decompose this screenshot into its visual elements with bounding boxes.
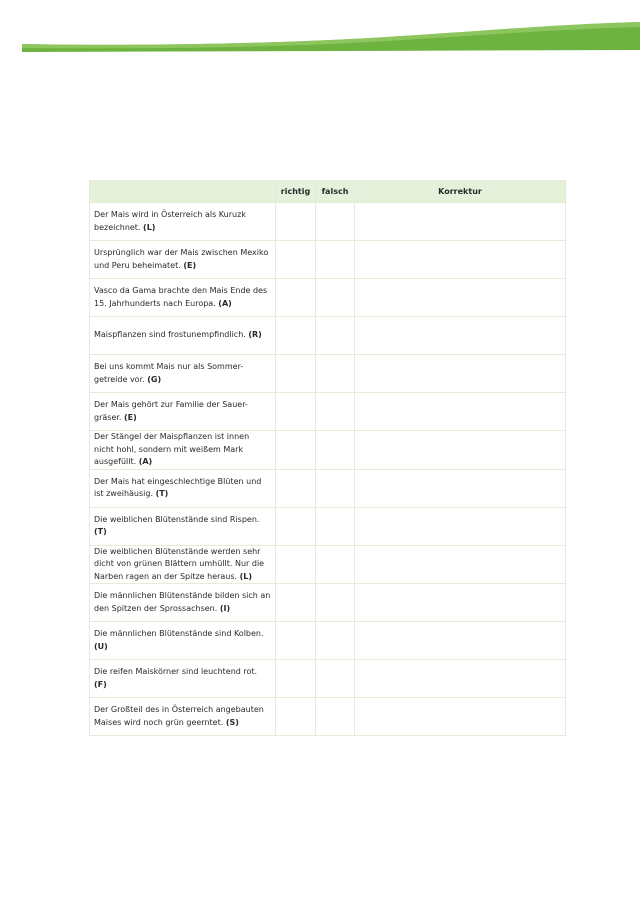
statement-cell <box>90 355 276 393</box>
table-header-row <box>90 181 566 203</box>
answer-code: (E) <box>183 260 197 270</box>
richtig-cell[interactable] <box>276 622 316 660</box>
answer-code: (I) <box>219 603 231 613</box>
richtig-cell[interactable] <box>276 241 316 279</box>
answer-code: (T) <box>155 489 169 498</box>
table-row <box>90 507 566 545</box>
header-korrektur: Korrektur <box>355 181 566 203</box>
korrektur-cell[interactable] <box>355 545 566 584</box>
korrektur-cell[interactable] <box>355 279 566 317</box>
table-row <box>90 355 566 393</box>
table-row <box>90 241 566 279</box>
answer-code: (E) <box>124 412 137 422</box>
richtig-cell[interactable] <box>276 355 316 393</box>
richtig-cell[interactable] <box>276 203 316 241</box>
answer-code: (A) <box>138 457 153 466</box>
korrektur-cell[interactable] <box>355 355 566 393</box>
answer-code: (L) <box>239 571 253 581</box>
falsch-cell[interactable] <box>316 545 355 584</box>
answer-code: (A) <box>218 298 232 308</box>
statement-cell <box>90 317 276 355</box>
header-falsch: falsch <box>316 181 355 203</box>
korrektur-cell[interactable] <box>355 431 566 470</box>
falsch-cell[interactable] <box>316 584 355 622</box>
korrektur-cell[interactable] <box>355 241 566 279</box>
richtig-cell[interactable] <box>276 279 316 317</box>
statement-cell <box>90 507 276 545</box>
korrektur-cell[interactable] <box>355 507 566 545</box>
answer-code: (S) <box>225 717 239 727</box>
statement-text: Der Mais wird in Österreich als Kuruzk bezeichnet. <box>94 210 246 232</box>
falsch-cell[interactable] <box>316 431 355 470</box>
statement-text: Die weiblichen Blütenstände werden sehr dicht von grünen Blättern umhüllt. Nur die Narben ragen an der Spitze heraus. <box>94 546 265 581</box>
richtig-cell[interactable] <box>276 393 316 431</box>
statement-text: Vasco da Gama brachte den Mais Ende des 15. Jahrhunderts nach Europa. <box>94 286 268 308</box>
statement-cell <box>90 698 276 736</box>
answer-code: (T) <box>94 527 107 536</box>
answer-code: (U) <box>94 641 108 651</box>
korrektur-cell[interactable] <box>355 584 566 622</box>
falsch-cell[interactable] <box>316 355 355 393</box>
statement-cell <box>90 279 276 317</box>
korrektur-cell[interactable] <box>355 698 566 736</box>
korrektur-cell[interactable] <box>355 469 566 507</box>
statement-text: Die männlichen Blütenstände sind Kolben. <box>94 629 264 638</box>
table-row <box>90 279 566 317</box>
statement-cell <box>90 203 276 241</box>
answer-code: (L) <box>143 222 156 232</box>
true-false-table <box>89 180 566 736</box>
falsch-cell[interactable] <box>316 469 355 507</box>
answer-code: (F) <box>94 679 107 689</box>
falsch-cell[interactable] <box>316 241 355 279</box>
falsch-cell[interactable] <box>316 317 355 355</box>
table-row <box>90 469 566 507</box>
table-row <box>90 622 566 660</box>
table-row <box>90 698 566 736</box>
statement-text: Der Großteil des in Österreich angebauten Maises wird noch grün geerntet. <box>94 705 264 727</box>
falsch-cell[interactable] <box>316 622 355 660</box>
korrektur-cell[interactable] <box>355 203 566 241</box>
statement-text: Der Stängel der Maispflanzen ist innen nicht hohl, sondern mit weißem Mark ausgefüllt. <box>94 432 250 466</box>
statement-text: Der Mais gehört zur Familie der Sauer-gräser. <box>94 400 248 422</box>
statement-text: Maispflanzen sind frostunempfindlich. <box>94 330 246 340</box>
statement-cell <box>90 660 276 698</box>
statement-text: Die reifen Maiskörner sind leuchtend rot. <box>94 667 258 676</box>
statement-text: Die männlichen Blütenstände bilden sich an den Spitzen der Sprossachsen. <box>94 591 271 613</box>
statement-text: Ursprünglich war der Mais zwischen Mexiko und Peru beheimatet. <box>94 248 269 270</box>
table-row <box>90 317 566 355</box>
header-statement <box>90 181 276 203</box>
table-row <box>90 431 566 470</box>
answer-code: (R) <box>248 330 262 340</box>
falsch-cell[interactable] <box>316 203 355 241</box>
korrektur-cell[interactable] <box>355 622 566 660</box>
falsch-cell[interactable] <box>316 507 355 545</box>
statement-cell <box>90 241 276 279</box>
statement-cell <box>90 393 276 431</box>
statement-cell <box>90 469 276 507</box>
richtig-cell[interactable] <box>276 317 316 355</box>
richtig-cell[interactable] <box>276 698 316 736</box>
statement-cell <box>90 584 276 622</box>
table-row <box>90 203 566 241</box>
richtig-cell[interactable] <box>276 431 316 470</box>
korrektur-cell[interactable] <box>355 317 566 355</box>
statement-cell <box>90 431 276 470</box>
richtig-cell[interactable] <box>276 660 316 698</box>
richtig-cell[interactable] <box>276 584 316 622</box>
table-row <box>90 584 566 622</box>
table-row <box>90 545 566 584</box>
falsch-cell[interactable] <box>316 393 355 431</box>
statement-text: Bei uns kommt Mais nur als Sommer-getreide vor. <box>94 362 244 384</box>
falsch-cell[interactable] <box>316 279 355 317</box>
statement-text: Die weiblichen Blütenstände sind Rispen. <box>94 514 260 524</box>
green-header-banner <box>0 0 640 60</box>
korrektur-cell[interactable] <box>355 660 566 698</box>
statement-cell <box>90 622 276 660</box>
answer-code: (G) <box>147 374 162 384</box>
statement-text: Der Mais hat eingeschlechtige Blüten und ist zweihäusig. <box>94 476 262 498</box>
richtig-cell[interactable] <box>276 507 316 545</box>
header-richtig: richtig <box>276 181 316 203</box>
table-row <box>90 660 566 698</box>
falsch-cell[interactable] <box>316 698 355 736</box>
richtig-cell[interactable] <box>276 545 316 584</box>
table-row <box>90 393 566 431</box>
falsch-cell[interactable] <box>316 660 355 698</box>
korrektur-cell[interactable] <box>355 393 566 431</box>
statement-cell <box>90 545 276 584</box>
richtig-cell[interactable] <box>276 469 316 507</box>
